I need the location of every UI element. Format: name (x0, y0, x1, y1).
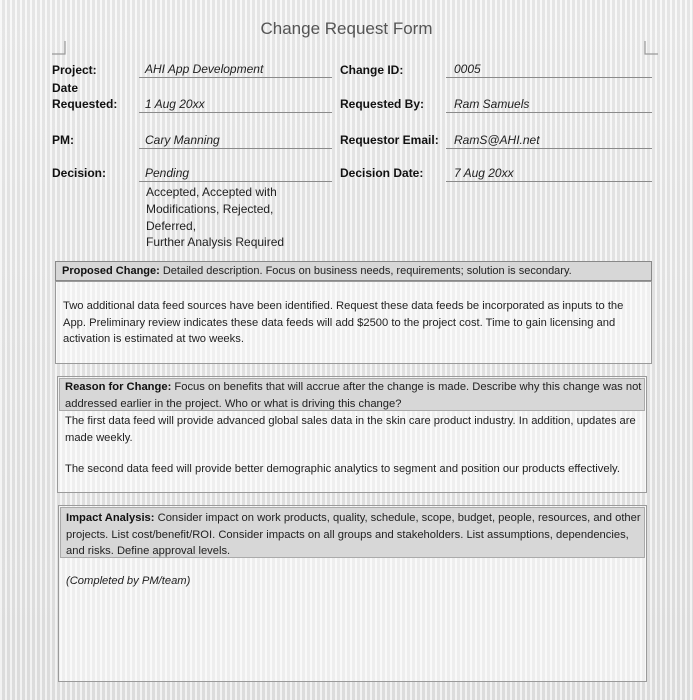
proposed-change-instruction: Detailed description. Focus on business needs, requirements; solution is secondary. (159, 265, 572, 277)
decision-option: Further Analysis Required (146, 235, 285, 250)
proposed-change-body: Two additional data feed sources have been identified. Request these data feeds be incorporated as inputs to the App. Preliminary review indicates these data feeds will add $2500 to the project cost. Time to gain licensing and activation is estimated at two weeks. (63, 300, 624, 345)
pm-underline (139, 148, 332, 149)
pm-value[interactable]: Cary Manning (145, 133, 220, 147)
pm-label: PM: (52, 133, 74, 147)
proposed-change-box[interactable] (55, 281, 652, 364)
corner-mark-right (644, 41, 658, 55)
requestor-email-underline (446, 148, 652, 149)
date-underline (139, 112, 332, 113)
impact-heading-block (66, 510, 644, 560)
reason-instruction: Focus on benefits that will accrue after the change is made. Describe why this change was not addressed earlier in the project. Who or what is driving this change? (65, 381, 642, 410)
requestor-email-value[interactable]: RamS@AHI.net (454, 133, 540, 147)
decision-options (146, 184, 284, 251)
decision-option: Accepted, Accepted with (146, 185, 277, 199)
project-label: Project: (52, 63, 97, 77)
requested-by-label: Requested By: (340, 97, 425, 111)
project-value[interactable]: AHI App Development (145, 62, 264, 76)
corner-mark-left (52, 41, 66, 55)
change-id-underline (446, 77, 652, 78)
decision-label: Decision: (52, 166, 107, 180)
change-id-label: Change ID: (340, 63, 404, 77)
reason-body-1: The first data feed will provide advanced global sales data in the skin care product industry. In addition, updates are made weekly. (65, 415, 636, 444)
decision-option: Deferred, (146, 218, 197, 233)
reason-heading: Reason for Change: (65, 381, 172, 393)
change-id-value[interactable]: 0005 (454, 62, 481, 76)
requested-by-value[interactable]: Ram Samuels (454, 97, 530, 111)
decision-underline (139, 181, 332, 182)
proposed-change-heading: Proposed Change: (62, 265, 160, 277)
form-title: Change Request Form (260, 19, 433, 38)
date-label-line2: Requested: (52, 97, 118, 111)
requested-by-underline (446, 112, 652, 113)
impact-analysis-box[interactable] (58, 505, 647, 682)
reason-for-change-box[interactable] (57, 376, 647, 493)
decision-option: Modifications, Rejected, (146, 201, 274, 216)
decision-date-value[interactable]: 7 Aug 20xx (454, 166, 514, 180)
date-requested-value[interactable]: 1 Aug 20xx (145, 97, 205, 111)
reason-heading-block (65, 379, 643, 412)
reason-body-2: The second data feed will provide better demographic analytics to segment and position our products effectively. (65, 463, 620, 475)
decision-date-label: Decision Date: (340, 166, 424, 180)
proposed-change-header (55, 261, 652, 281)
date-label-line1: Date (52, 81, 79, 95)
impact-instruction: Consider impact on work products, quality, schedule, scope, budget, people, resources, and other projects. List cost/benefit/ROI. Consider impacts on all groups and stakeholders. List assumptions, dependencies, and risks. Define approval levels. (66, 512, 641, 557)
decision-value[interactable]: Pending (145, 166, 190, 180)
decision-date-underline (446, 181, 652, 182)
impact-note: (Completed by PM/team) (66, 575, 191, 587)
project-underline (139, 77, 332, 78)
impact-heading: Impact Analysis: (66, 512, 155, 524)
requestor-email-label: Requestor Email: (340, 133, 439, 147)
